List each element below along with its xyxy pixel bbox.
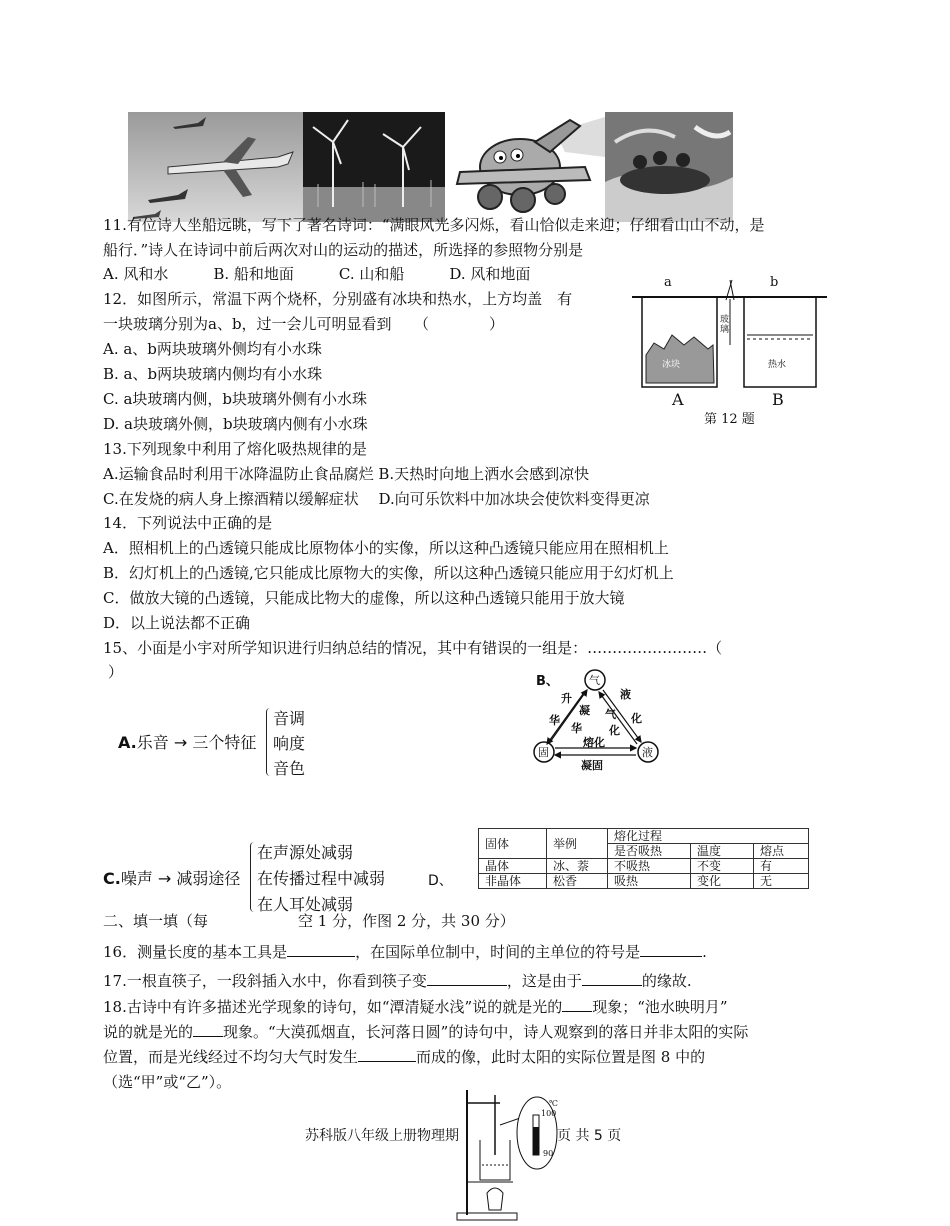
q18-text-e: 位置，而是光线经过不均匀大气时发生 — [103, 1048, 359, 1066]
q15-stem: 15、小面是小宇对所学知识进行归纳总结的情况，其中有错误的一组是：……………………（ — [103, 639, 723, 657]
q18-line1 — [103, 996, 728, 1018]
heating-apparatus-figure — [455, 1085, 565, 1222]
q14-option-a: A．照相机上的凸透镜只能成比原物体小的实像，所以这种凸透镜只能应用在照相机上 — [103, 539, 669, 557]
q18-line3 — [103, 1046, 705, 1068]
q18-text-b: 现象；“池水映明月” — [592, 998, 728, 1016]
q15-a-left: 乐音 → 三个特征 — [136, 733, 257, 752]
q13-stem: 13.下列现象中利用了熔化吸热规律的是 — [103, 440, 367, 458]
table-cell: 吸热 — [608, 874, 691, 889]
q15-d-melting-table — [478, 828, 809, 889]
q15-b-label: 凝 — [579, 704, 590, 717]
q16-text-a: 16．测量长度的基本工具是 — [103, 943, 288, 961]
q18-line2 — [103, 1021, 748, 1043]
q12-line1: 12．如图所示，常温下两个烧杯，分别盛有冰块和热水，上方均盖 有 — [103, 290, 573, 308]
q12-beaker-figure — [632, 275, 827, 425]
q18-text-c: 说的就是光的 — [103, 1023, 194, 1041]
q12-label-A: A — [672, 390, 684, 409]
table-subheader: 温度 — [691, 844, 754, 859]
q16-text-b: ，在国际单位制中，时间的主单位的符号是 — [355, 943, 641, 961]
q11-line1: 11.有位诗人坐船远眺，写下了著名诗词：“满眼风光多闪烁，看山恰似走来迎；仔细看山山不动，是 — [103, 216, 765, 234]
q15-b-solid: 固 — [538, 746, 549, 759]
q16-text-c: . — [702, 943, 707, 961]
q12-label-b: b — [770, 275, 779, 290]
q15-b-label: 化 — [631, 712, 642, 725]
table-row — [479, 859, 809, 874]
q13-options-cd: C.在发烧的病人身上擦酒精以缓解症状 D.向可乐饮料中加冰块会使饮料变得更凉 — [103, 490, 650, 508]
q12-hot-water-label: 热水 — [768, 360, 787, 370]
q15-c-brace — [250, 842, 257, 912]
q15-b-gas: 气 — [589, 674, 600, 687]
section2-heading: 二、填一填（每 空 1 分，作图 2 分，共 30 分） — [103, 912, 515, 930]
q18-text-f: 而成的像，此时太阳的实际位置是图 8 中的 — [416, 1048, 706, 1066]
q12-line2: 一块玻璃分别为a、b，过一会儿可明显看到 （ ） — [103, 315, 505, 333]
q15-a-items — [273, 706, 305, 781]
photo-rafting — [605, 112, 733, 222]
photo-wind-turbines — [303, 112, 445, 222]
table-cell: 无 — [754, 874, 809, 889]
q15-a-item: 音调 — [273, 709, 306, 728]
q16-blank-2[interactable] — [640, 942, 702, 957]
table-header: 固体 — [479, 829, 547, 859]
q18-text-d: 现象。“大漠孤烟直，长河落日圆”的诗句中，诗人观察到的落日并非太阳的实际 — [223, 1023, 749, 1041]
table-subheader: 是否吸热 — [608, 844, 691, 859]
q11-options: A. 风和水 B. 船和地面 C. 山和船 D. 风和地面 — [103, 265, 531, 283]
page-footer: 苏科版八年级上册物理期 页 共 5 页 — [305, 1128, 622, 1144]
table-cell: 松香 — [547, 874, 608, 889]
table-cell: 不变 — [691, 859, 754, 874]
thermometer-tick-100: 100 — [541, 1109, 557, 1118]
q15-c-item: 在人耳处减弱 — [257, 895, 354, 914]
q17-blank-1[interactable] — [427, 971, 507, 986]
q18-blank-1[interactable] — [562, 997, 592, 1012]
q15-b-state-diagram — [525, 664, 670, 774]
q12-option-d: D. a块玻璃外侧，b块玻璃内侧有小水珠 — [103, 415, 368, 433]
q15-d-prefix: D、 — [428, 873, 453, 889]
q15-b-label: 化 — [609, 724, 620, 737]
q18-text-a: 18.古诗中有许多描述光学现象的诗句，如“潭清疑水浅”说的就是光的 — [103, 998, 563, 1016]
table-header: 举例 — [547, 829, 608, 859]
q15-b-melt: 熔化 — [583, 736, 605, 749]
q15-b-label: 升 — [561, 692, 572, 705]
q15-b-liquid: 液 — [642, 746, 653, 759]
q15-c-item: 在传播过程中减弱 — [257, 869, 386, 888]
table-cell: 晶体 — [479, 859, 547, 874]
thermometer-tick-90: 90 — [543, 1149, 554, 1158]
q15-b-label: 华 — [571, 722, 582, 735]
q15-c-items — [257, 840, 385, 918]
q12-option-a: A. a、b两块玻璃外侧均有小水珠 — [103, 340, 322, 358]
table-subheader: 熔点 — [754, 844, 809, 859]
table-cell: 非晶体 — [479, 874, 547, 889]
q15-a-block — [118, 730, 256, 753]
q11-line2: 船行．”诗人在诗词中前后两次对山的运动的描述，所选择的参照物分别是 — [103, 241, 584, 259]
q17-line — [103, 970, 692, 992]
cartoon-airplane — [445, 112, 605, 222]
q15-a-prefix: A. — [118, 733, 137, 752]
q12-label-a: a — [664, 275, 672, 290]
photo-jets — [128, 112, 303, 222]
table-header: 熔化过程 — [608, 829, 809, 844]
q15-stem-end: ） — [108, 663, 124, 681]
q14-option-b: B．幻灯机上的凸透镜,它只能成比原物大的实像，所以这种凸透镜只能应用于幻灯机上 — [103, 564, 674, 582]
q15-a-item: 响度 — [273, 734, 306, 753]
q15-b-label: 液 — [620, 688, 631, 701]
q17-text-b: ，这是由于 — [506, 972, 582, 990]
q15-b-label: 气 — [605, 708, 616, 721]
q18-blank-3[interactable] — [358, 1047, 416, 1062]
q15-b-label: 华 — [549, 714, 560, 727]
q12-caption: 第 12 题 — [704, 412, 755, 427]
q15-b-freeze: 凝固 — [581, 759, 603, 772]
q15-c-block — [103, 866, 240, 889]
thermometer-unit: ℃ — [549, 1099, 558, 1108]
q15-a-brace — [266, 708, 273, 776]
q14-option-d: D．以上说法都不正确 — [103, 614, 251, 632]
q12-ice-label: 冰块 — [662, 360, 681, 370]
q17-blank-2[interactable] — [582, 971, 642, 986]
q17-text-c: 的缘故. — [641, 972, 692, 990]
q14-stem: 14．下列说法中正确的是 — [103, 514, 273, 532]
q15-c-item: 在声源处减弱 — [257, 843, 354, 862]
table-cell: 变化 — [691, 874, 754, 889]
q15-a-item: 音色 — [273, 759, 306, 778]
q12-glass-label: 玻璃 — [720, 315, 730, 335]
q12-option-c: C. a块玻璃内侧，b块玻璃外侧有小水珠 — [103, 390, 368, 408]
table-row — [479, 874, 809, 889]
q16-line — [103, 941, 707, 963]
q15-c-left: 噪声 → 减弱途径 — [120, 869, 241, 888]
q16-blank-1[interactable] — [287, 942, 355, 957]
q18-blank-2[interactable] — [193, 1022, 223, 1037]
table-cell: 不吸热 — [608, 859, 691, 874]
table-cell: 冰、萘 — [547, 859, 608, 874]
q14-option-c: C．做放大镜的凸透镜，只能成比物大的虚像，所以这种凸透镜只能用于放大镜 — [103, 589, 625, 607]
q17-text-a: 17.一根直筷子，一段斜插入水中，你看到筷子变 — [103, 972, 427, 990]
table-cell: 有 — [754, 859, 809, 874]
q15-c-prefix: C. — [103, 869, 121, 888]
q15-b-prefix: B、 — [536, 674, 559, 689]
q12-label-B: B — [772, 390, 784, 409]
q18-line4: （选“甲”或“乙”）。 — [103, 1073, 232, 1091]
q13-options-ab: A.运输食品时利用干冰降温防止食品腐烂 B.天热时向地上洒水会感到凉快 — [103, 465, 590, 483]
q12-option-b: B. a、b两块玻璃内侧均有小水珠 — [103, 365, 323, 383]
